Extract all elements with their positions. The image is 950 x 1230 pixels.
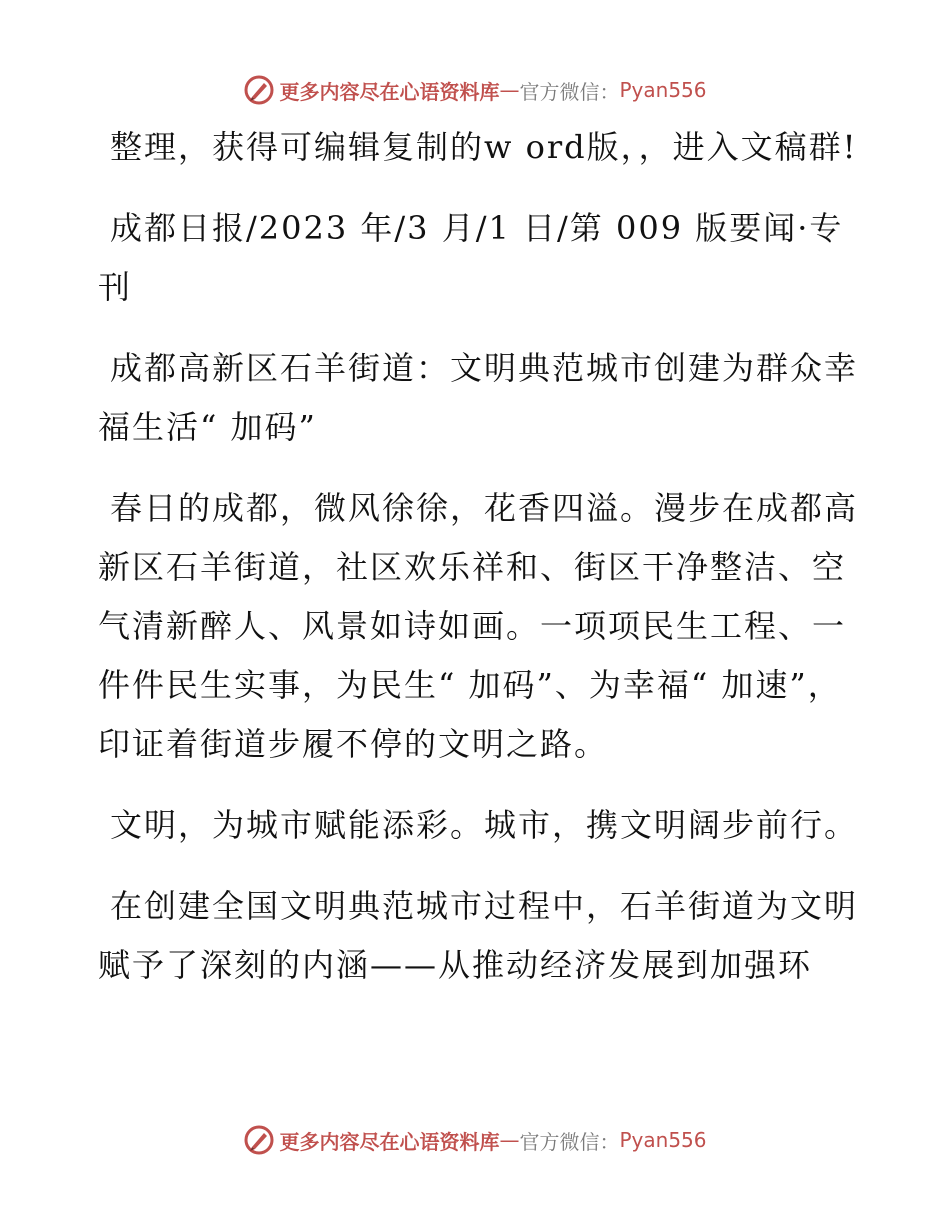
banner-brand-text: 更多内容尽在心语资料库 [279,79,500,104]
banner-dash: — [499,1128,520,1152]
banner-brand-text: 更多内容尽在心语资料库 [279,1129,500,1154]
banner-wechat-handle: Pyan556 [619,78,707,102]
document-body [98,118,868,1017]
banner-official-label: 官方微信： [519,79,620,104]
body-paragraph: 文明，为城市赋能添彩。城市，携文明阔步前行。 [110,806,859,844]
intro-note-paragraph: 整理，获得可编辑复制的w ord版，，进入文稿群! [110,128,858,166]
banner-wechat-handle: Pyan556 [619,1128,707,1152]
body-paragraph: 春日的成都，微风徐徐，花香四溢。漫步在成都高新区石羊街道，社区欢乐祥和、街区干净整洁、空气清新醉人、风景如诗如画。一项项民生工程、一件件民生实事，为民生“ 加码”、为幸福“ 加速”，印证着街道步履不停的文明之路。 [98,489,859,763]
pen-logo-icon [243,1124,275,1156]
source-line-paragraph: 成都日报/2023 年/3 月/1 日/第 009 版要闻·专刊 [98,209,844,306]
header-watermark-banner [0,70,950,110]
pen-logo-icon [243,74,275,106]
article-title-paragraph: 成都高新区石羊街道：文明典范城市创建为群众幸福生活“ 加码” [98,349,859,446]
banner-official-label: 官方微信： [519,1129,620,1154]
banner-dash: — [499,78,520,102]
footer-watermark-banner [0,1120,950,1160]
body-paragraph: 在创建全国文明典范城市过程中，石羊街道为文明赋予了深刻的内涵——从推动经济发展到加强环 [98,887,859,984]
